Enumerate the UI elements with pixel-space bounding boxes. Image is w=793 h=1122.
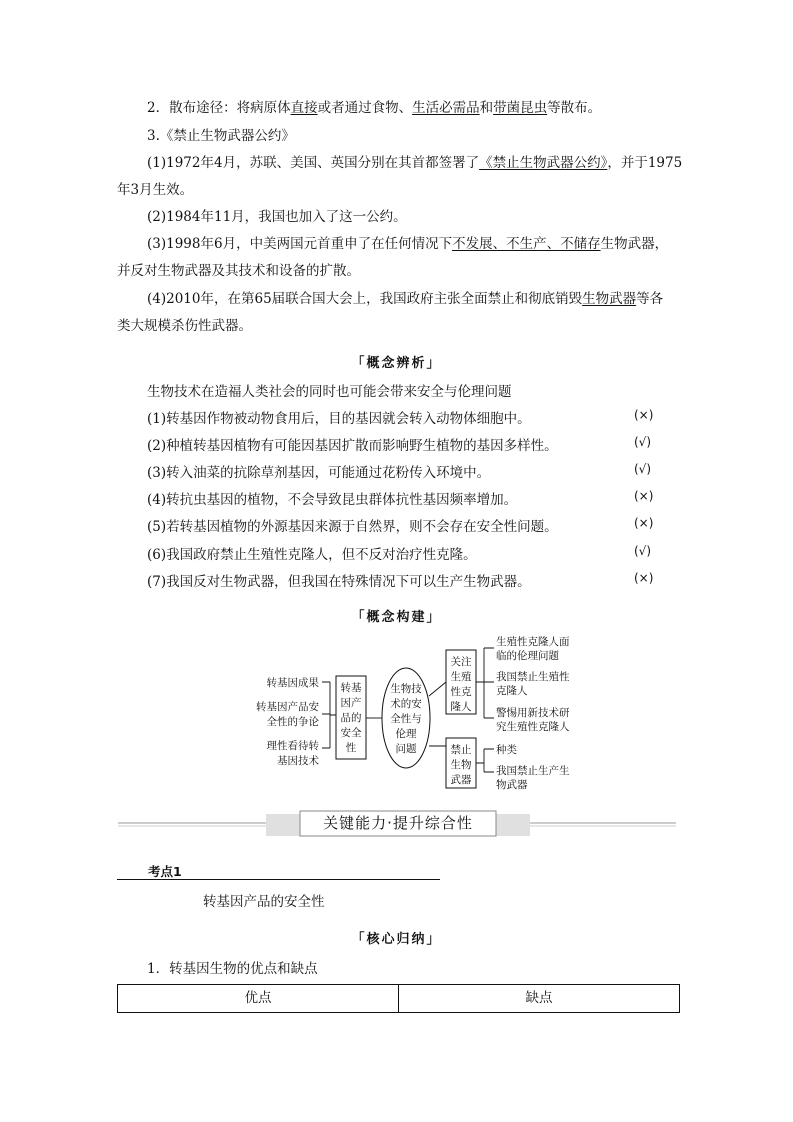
svg-text:临的伦理问题: 临的伦理问题 <box>496 650 559 662</box>
svg-text:克隆人: 克隆人 <box>496 685 528 697</box>
concept-map-diagram <box>0 628 793 798</box>
svg-text:问题: 问题 <box>395 743 417 755</box>
kaodian-title: 转基因产品的安全性 <box>203 894 325 910</box>
svg-text:种类: 种类 <box>496 744 517 756</box>
analysis-mark: (×) <box>634 516 654 530</box>
svg-text:性克: 性克 <box>450 686 472 698</box>
svg-text:伦理: 伦理 <box>395 728 417 740</box>
left-item: 全性的争论 <box>266 716 319 728</box>
section-concept-analysis: 「概念辨析」 <box>351 356 442 371</box>
analysis-item: (1)转基因作物被动物食用后，目的基因就会转入动物体细胞中。 <box>147 411 531 427</box>
analysis-mark: (√) <box>634 435 652 449</box>
para-dispersal-route: 2．散布途径：将病原体直接或者通过食物、生活必需品和带菌昆虫等散布。 <box>147 100 602 116</box>
svg-text:隆人: 隆人 <box>450 701 472 713</box>
svg-text:生物技: 生物技 <box>390 683 422 695</box>
svg-text:禁止: 禁止 <box>450 744 472 756</box>
svg-text:生殖性克隆人面: 生殖性克隆人面 <box>496 636 570 648</box>
svg-text:究生殖性克隆人: 究生殖性克隆人 <box>496 721 570 733</box>
analysis-item: (6)我国政府禁止生殖性克隆人，但不反对治疗性克隆。 <box>147 547 477 563</box>
para-1972-cont: 年3月生效。 <box>117 182 194 198</box>
svg-text:生物: 生物 <box>450 759 472 771</box>
left-item: 理性看待转 <box>266 740 319 752</box>
table-header-cons: 缺点 <box>525 990 553 1006</box>
analysis-intro: 生物技术在造福人类社会的同时也可能会带来安全与伦理问题 <box>147 384 512 400</box>
svg-text:品的: 品的 <box>340 712 362 724</box>
svg-text:关注: 关注 <box>450 656 472 668</box>
section-concept-build: 「概念构建」 <box>351 610 442 625</box>
analysis-item: (7)我国反对生物武器，但我国在特殊情况下可以生产生物武器。 <box>147 574 531 590</box>
para-2010: (4)2010年，在第65届联合国大会上，我国政府主张全面禁止和彻底销毁生物武器等各 <box>147 291 664 307</box>
left-item: 转基因产品安 <box>256 701 319 713</box>
pros-cons-table <box>117 984 680 1013</box>
para-1984: (2)1984年11月，我国也加入了这一公约。 <box>147 209 407 225</box>
analysis-item: (5)若转基因植物的外源基因来源于自然界，则不会存在安全性问题。 <box>147 519 558 535</box>
analysis-mark: (√) <box>634 462 652 476</box>
para-convention-heading: 3.《禁止生物武器公约》 <box>147 128 295 144</box>
svg-text:警惕用新技术研: 警惕用新技术研 <box>496 707 570 719</box>
svg-text:我国禁止生产生: 我国禁止生产生 <box>496 765 570 777</box>
para-1998: (3)1998年6月，中美两国元首重申了在任何情况下不发展、不生产、不储存生物武器， <box>147 236 669 252</box>
analysis-item: (4)转抗虫基因的植物，不会导致昆虫群体抗性基因频率增加。 <box>147 492 518 508</box>
para-1998-cont: 并反对生物武器及其技术和设备的扩散。 <box>117 263 360 279</box>
analysis-item: (2)种植转基因植物有可能因基因扩散而影响野生植物的基因多样性。 <box>147 438 558 454</box>
section-core-summary: 「核心归纳」 <box>351 932 442 947</box>
banner-title: 关键能力·提升综合性 <box>323 814 473 832</box>
svg-text:安全: 安全 <box>340 727 362 739</box>
svg-text:转基: 转基 <box>340 682 362 694</box>
svg-text:物武器: 物武器 <box>496 779 528 791</box>
core-item-1: 1．转基因生物的优点和缺点 <box>147 961 318 977</box>
svg-text:术的安: 术的安 <box>390 698 422 710</box>
analysis-mark: (√) <box>634 544 652 558</box>
left-item: 转基因成果 <box>266 677 319 689</box>
table-header-pros: 优点 <box>118 985 399 1012</box>
svg-text:我国禁止生殖性: 我国禁止生殖性 <box>496 671 570 683</box>
left-item: 基因技术 <box>277 755 319 767</box>
svg-text:全性与: 全性与 <box>390 713 422 725</box>
para-2010-cont: 类大规模杀伤性武器。 <box>117 318 252 334</box>
analysis-mark: (×) <box>634 489 654 503</box>
svg-text:武器: 武器 <box>450 774 472 786</box>
kaodian-label: 考点1 <box>148 864 182 879</box>
analysis-mark: (×) <box>634 408 654 422</box>
kaodian-underline <box>117 879 440 880</box>
svg-text:因产: 因产 <box>340 697 362 709</box>
para-1972: (1)1972年4月，苏联、美国、英国分别在其首都签署了《禁止生物武器公约》，并于1975 <box>147 155 683 171</box>
svg-text:性: 性 <box>345 742 357 754</box>
analysis-mark: (×) <box>634 571 654 585</box>
analysis-item: (3)转入油菜的抗除草剂基因，可能通过花粉传入环境中。 <box>147 465 491 481</box>
svg-text:生殖: 生殖 <box>450 671 472 683</box>
